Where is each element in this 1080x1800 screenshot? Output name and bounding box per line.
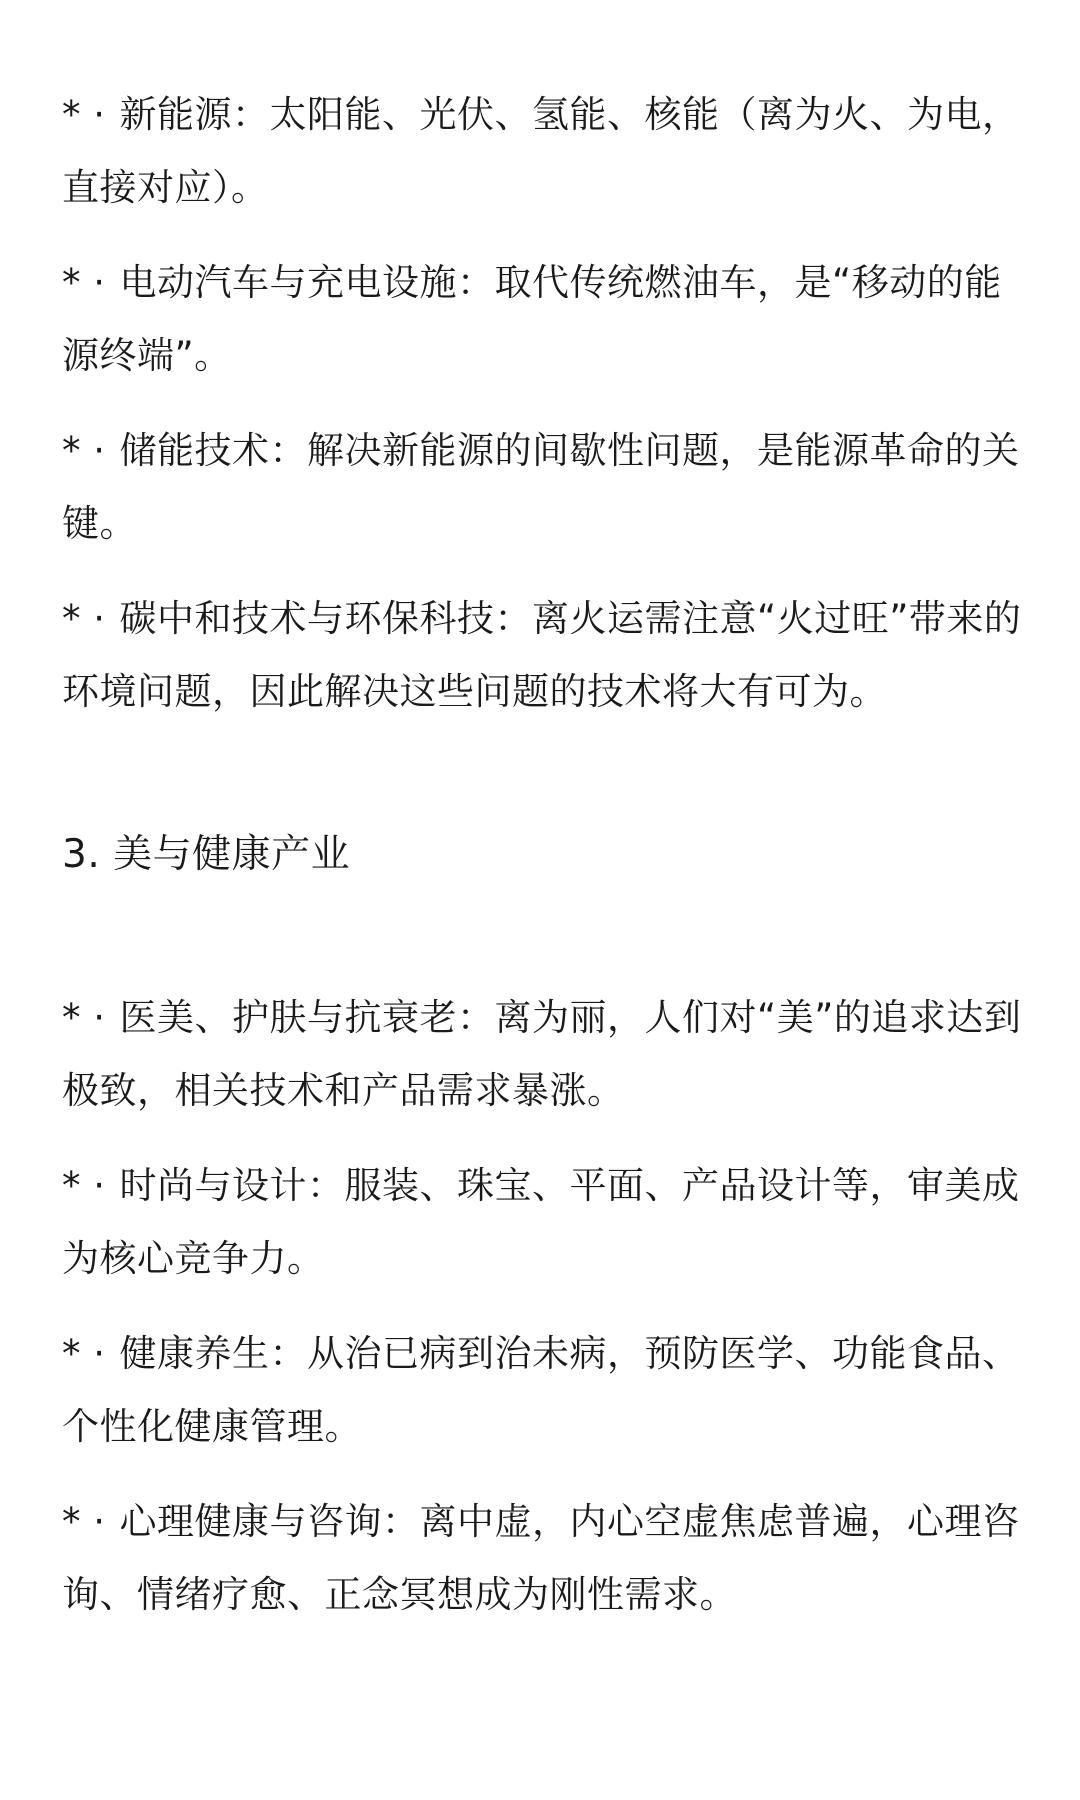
bullet-text: 储能技术：解决新能源的间歇性问题，是能源革命的关键。: [62, 429, 1020, 545]
bullet-medical-beauty: [62, 981, 1032, 1127]
bullet-marker: * ·: [62, 429, 106, 472]
bullet-text: 心理健康与咨询：离中虚，内心空虚焦虑普遍，心理咨询、情绪疗愈、正念冥想成为刚性需求。: [62, 1500, 1020, 1616]
bullet-electric-vehicles: [62, 246, 1032, 392]
bullet-new-energy: [62, 78, 1032, 224]
bullet-marker: * ·: [62, 261, 106, 304]
section-title-beauty-health: 3. 美与健康产业: [62, 832, 351, 877]
bullet-text: 医美、护肤与抗衰老：离为丽，人们对“美”的追求达到极致，相关技术和产品需求暴涨。: [62, 996, 1022, 1112]
article-body: [62, 78, 1032, 1653]
bullet-text: 时尚与设计：服装、珠宝、平面、产品设计等，审美成为核心竞争力。: [62, 1164, 1020, 1280]
bullet-text: 碳中和技术与环保科技：离火运需注意“火过旺”带来的环境问题，因此解决这些问题的技术将大有可为。: [62, 597, 1022, 713]
bullet-energy-storage: [62, 414, 1032, 560]
bullet-marker: * ·: [62, 1164, 106, 1207]
bullet-health-wellness: [62, 1317, 1032, 1463]
bullet-carbon-neutral: [62, 582, 1032, 728]
bullet-mental-health: [62, 1485, 1032, 1631]
bullet-marker: * ·: [62, 93, 106, 136]
bullet-marker: * ·: [62, 996, 106, 1039]
bullet-marker: * ·: [62, 597, 106, 640]
bullet-marker: * ·: [62, 1332, 106, 1375]
bullet-text: 新能源：太阳能、光伏、氢能、核能（离为火、为电，直接对应）。: [62, 93, 1020, 209]
bullet-text: 电动汽车与充电设施：取代传统燃油车，是“移动的能源终端”。: [62, 261, 1002, 377]
bullet-text: 健康养生：从治已病到治未病，预防医学、功能食品、个性化健康管理。: [62, 1332, 1020, 1448]
bullet-fashion-design: [62, 1149, 1032, 1295]
bullet-marker: * ·: [62, 1500, 106, 1543]
